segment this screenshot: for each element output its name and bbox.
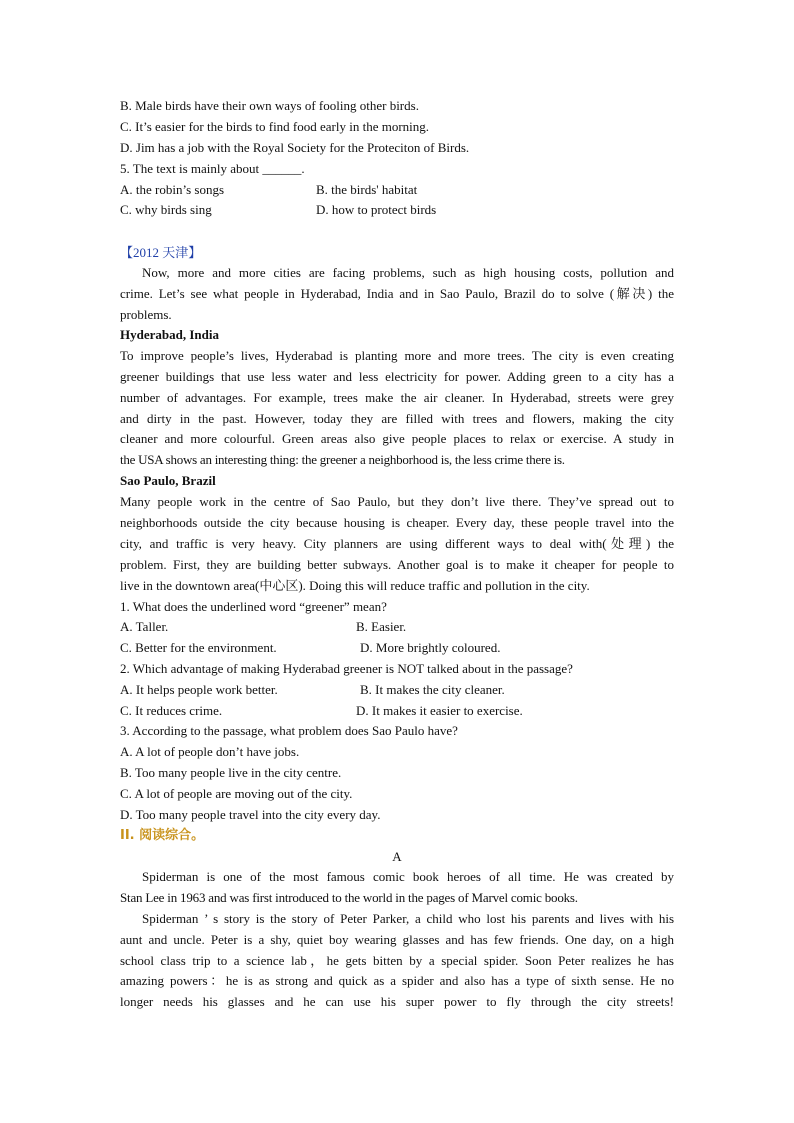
intro-line: problems. <box>120 307 172 322</box>
passage-label: A <box>392 849 402 864</box>
option-1c: C. Better for the environment. <box>120 640 277 655</box>
paragraph-line: longer needs his glasses and he can use his super power to fly through the city streets! <box>120 994 674 1009</box>
paragraph-line: Spiderman ’ s story is the story of Peter Parker, a child who lost his parents and lives with his <box>142 911 674 926</box>
paragraph-line: amazing powers：he is as strong and quick as a spider and also has a type of sixth sense. He no <box>120 973 674 988</box>
question-2: 2. Which advantage of making Hyderabad greener is NOT talked about in the passage? <box>120 661 573 676</box>
option-3c: C. A lot of people are moving out of the city. <box>120 786 353 801</box>
option-5a: A. the robin’s songs <box>120 182 224 197</box>
option-1b: B. Easier. <box>356 619 407 634</box>
paragraph-line: live in the downtown area(中心区). Doing this will reduce traffic and pollution in the city. <box>120 578 590 593</box>
option-5d: D. how to protect birds <box>316 202 437 217</box>
question-1: 1. What does the underlined word “greener” mean? <box>120 599 387 614</box>
option-5c: C. why birds sing <box>120 202 212 217</box>
paragraph-line: number of advantages. For example, trees make the air cleaner. In Hyderabad, streets were grey <box>120 390 674 405</box>
paragraph-line: and dirty in the past. However, today they are filled with trees and flowers, making the city <box>120 411 674 426</box>
option-4c: C. It’s easier for the birds to find food early in the morning. <box>120 119 430 134</box>
paragraph-line: the USA shows an interesting thing: the greener a neighborhood is, the less crime there is. <box>120 452 565 467</box>
source-tag: 【2012 天津】 <box>120 245 202 260</box>
paragraph-line: Spiderman is one of the most famous comic book heroes of all time. He was created by <box>142 869 674 884</box>
option-2a: A. It helps people work better. <box>120 682 278 697</box>
option-2b: B. It makes the city cleaner. <box>360 682 505 697</box>
paragraph-line: cleaner and more colourful. Green areas also give people places to relax or exercise. A study in <box>120 431 674 446</box>
option-5b: B. the birds' habitat <box>316 182 418 197</box>
option-3a: A. A lot of people don’t have jobs. <box>120 744 300 759</box>
question-5: 5. The text is mainly about ______. <box>120 161 305 176</box>
paragraph-line: school class trip to a science lab，he gets bitten by a special spider. Soon Peter realizes he has <box>120 953 674 968</box>
heading-hyderabad: Hyderabad, India <box>120 327 219 342</box>
option-1d: D. More brightly coloured. <box>360 640 501 655</box>
paragraph-line: neighborhoods outside the city because housing is cheaper. Every day, these people travel into the <box>120 515 674 530</box>
paragraph-line: greener buildings that use less water and less electricity for power. Adding green to a city has a <box>120 369 674 384</box>
paragraph-line: Stan Lee in 1963 and was first introduced to the world in the pages of Marvel comic books. <box>120 890 578 905</box>
intro-line: crime. Let’s see what people in Hyderabad, India and in Sao Paulo, Brazil do to solve (解决) the <box>120 286 674 301</box>
option-2d: D. It makes it easier to exercise. <box>356 703 523 718</box>
option-1a: A. Taller. <box>120 619 169 634</box>
intro-line: Now, more and more cities are facing problems, such as high housing costs, pollution and <box>142 265 674 280</box>
option-2c: C. It reduces crime. <box>120 703 223 718</box>
option-4d: D. Jim has a job with the Royal Society for the Proteciton of Birds. <box>120 140 470 155</box>
paragraph-line: aunt and uncle. Peter is a shy, quiet boy wearing glasses and has few friends. One day, on a high <box>120 932 674 947</box>
paragraph-line: Many people work in the centre of Sao Paulo, but they don’t live there. They’ve spread out to <box>120 494 674 509</box>
paragraph-line: city, and traffic is very heavy. City planners are using different ways to deal with(处理) the <box>120 536 674 551</box>
section-heading: II. 阅读综合。 <box>120 828 205 843</box>
heading-sao-paulo: Sao Paulo, Brazil <box>120 473 216 488</box>
option-4b: B. Male birds have their own ways of fooling other birds. <box>120 98 419 113</box>
paragraph-line: problem. First, they are building better subways. Another goal is to make it cheaper for people to <box>120 557 674 572</box>
option-3b: B. Too many people live in the city centre. <box>120 765 342 780</box>
option-3d: D. Too many people travel into the city every day. <box>120 807 381 822</box>
question-3: 3. According to the passage, what problem does Sao Paulo have? <box>120 723 458 738</box>
paragraph-line: To improve people’s lives, Hyderabad is planting more and more trees. The city is even creating <box>120 348 674 363</box>
